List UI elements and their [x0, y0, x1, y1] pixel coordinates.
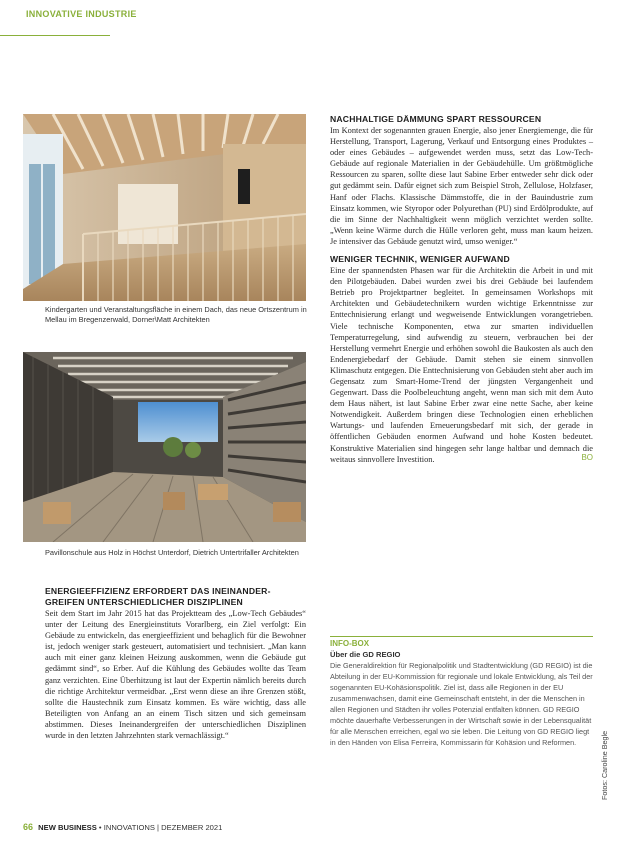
page-footer — [23, 822, 222, 832]
wooden-pavilion-school-photo — [23, 352, 306, 542]
right-column — [330, 114, 593, 462]
footer-separator: | — [157, 823, 160, 832]
section-tag: INNOVATIVE INDUSTRIE — [26, 9, 137, 19]
section-heading: NACHHALTIGE DÄMMUNG SPART RESSOURCEN — [330, 114, 542, 124]
magazine-edition: INNOVATIONS — [103, 823, 155, 832]
body-text: Seit dem Start im Jahr 2015 hat das Projektteam des „Low-Tech Gebäudes“ unter der Leitung des Energieinstituts Vorarlberg, ein Ziel verfolgt: Ein Gebäude zu entwickeln, das energieeffizient und behaglich für die Bewohner ist, jedoch weniger stark gesteuert, automatisiert und technisiert. „Man kann auch mit einer ganz kleinen Heizung auskommen, wenn die Gebäude gut gedämmt sind“, so Erber. Auf die Kühlung des Gebäudes wollte das Team ganz verzichten. Eine Überhitzung ist laut der Expertin nämlich bereits durch die richtige Architektur vermeidbar. „Erst wenn diese an ihre Grenzen stößt, sollte die Haustechnik zum Einsatz kommen. Es wäre wichtig, dass alle Beteiligten von Anfang an an einem Tisch sitzen und sich gemeinsam abstimmen. Dieses Ineinandergreifen der unterschiedlichen Disziplinen wurde in den letzten Jahrzehnten stark vernachlässigt.“ — [45, 609, 306, 741]
info-box-text: Die Generaldirektion für Regionalpolitik und Stadtentwicklung (GD REGIO) ist die Abteilung in der EU-Kommission für regionale und lokale Entwicklung, als Teil der sogenannten EU-Kohäsionspolitik. Ziel ist, dass alle Regionen in der EU zusammenwachsen, damit eine Gemeinschaft entsteht, in der die Menschen in allen Regionen und Städten ihr volles Potenzial entfalten können. GD REGIO möchte dauerhafte Verbesserungen in der Wirtschaft sowie in der Lebensqualität für alle Menschen erreichen, egal wo sie leben. Die Leitung von GD REGIO liegt in den Händen von Elisa Ferreira, Kommissarin für Kohäsion und Reformen. — [330, 661, 593, 747]
left-column — [45, 586, 306, 741]
photo-caption: Pavillonschule aus Holz in Höchst Unterdorf, Dietrich Untertrifaller Architekten — [45, 548, 299, 557]
info-box-subtitle: Über die GD REGIO — [330, 650, 401, 659]
author-signature: BO — [581, 452, 593, 462]
photo-credit — [600, 720, 614, 800]
footer-bullet: • — [98, 823, 102, 832]
photo-caption: Kindergarten und Veranstaltungsfläche in einem Dach, das neue Ortszentrum in Mellau im Bregenzerwald, Dorner\Matt Architekten — [45, 305, 307, 324]
page-number: 66 — [23, 822, 34, 832]
kindergarten-wood-interior-photo — [23, 114, 306, 301]
body-text: Im Kontext der sogenannten grauen Energie, also jener Energiemenge, die für Herstellung, Transport, Lagerung, Verkauf und Entsorgung eines Produktes – oder eines Gebäudes – aufgewendet werden muss, setzt das Low-Tech-Gebäude auf regionale Materialien in der Gebäudehülle. Um größtmögliche Ressourcen zu sparen, sollte diese laut Sabine Erber entweder sehr dick oder gut gedämmt sein. Dafür eignet sich zum Beispiel Stroh, Zellulose, Holzfaser, Hanf oder Flachs. Klassische Dämmstoffe, die in der Bauindustrie zum Einsatz kommen, wie Styropor oder Polyurethan (PU) sind Erdölprodukte, auf die im Sinne der Nachhaltigkeit wenn möglich verzichtet werden sollte. „Wenn keine Wärme durch die Hülle verloren geht, muss man kaum heizen. Je intensiver das Gebäude genutzt wird, umso weniger.“ — [330, 126, 593, 246]
issue-date: DEZEMBER 2021 — [161, 823, 223, 832]
magazine-brand: NEW BUSINESS — [38, 823, 97, 832]
body-text: Eine der spannendsten Phasen war für die Architektin die Arbeit in und mit den Pilotgebäuden. Dabei wurden zwei bis drei Gebäude bei laufendem Betrieb pro Projektpartner begleitet. In gemeinsamen Workshops mit Architekten und Gebäudetechnikern wurden wichtige Erkenntnisse zur Enttechnisierung erlangt und wegweisende Entwicklungen vorangetrieben. Viele technische Komponenten, etwa zur smarten individuellen Temperaturregelung, sind aufwendig zu steuern, verbrauchen bei der Herstellung vermehrt Energie und erhöhen sowohl die Baukosten als auch den Endenergiebedarf der Gebäude. Damit stehen sie einem sinnvollen Klimaschutz entgegen. Die Enttechnisierung von Gebäuden steht aber auch im Gegensatz zum Smart-Home-Trend der jüngsten Vergangenheit und Gegenwart. Dass die Poolbeleuchtung angeht, wenn man sich mit dem Auto dem Haus nähert, ist laut Sabine Erber zwar eine nette Sache, aber keine Notwendigkeit. Außerdem bringen diese Technologien einen erheblichen Wartungs- und laufenden Erneuerungsbedarf mit sich, der gerade in öffentlichen Gebäuden enormen Aufwand und hohe Kosten bedeutet. Konstruktive Materialien sind hingegen sehr lange haltbar und demnach die weitaus sinnvollere Investition. — [330, 266, 593, 464]
section-rule — [0, 35, 110, 36]
info-box-title: INFO-BOX — [330, 639, 370, 648]
info-box — [330, 636, 593, 748]
section-heading: ENERGIEEFFIZIENZ ERFORDERT DAS INEINANDER-GREIFEN UNTERSCHIEDLICHER DISZIPLINEN — [45, 586, 271, 607]
photo-credit-text: Fotos: Caroline Begle — [600, 730, 609, 800]
section-heading: WENIGER TECHNIK, WENIGER AUFWAND — [330, 254, 510, 265]
